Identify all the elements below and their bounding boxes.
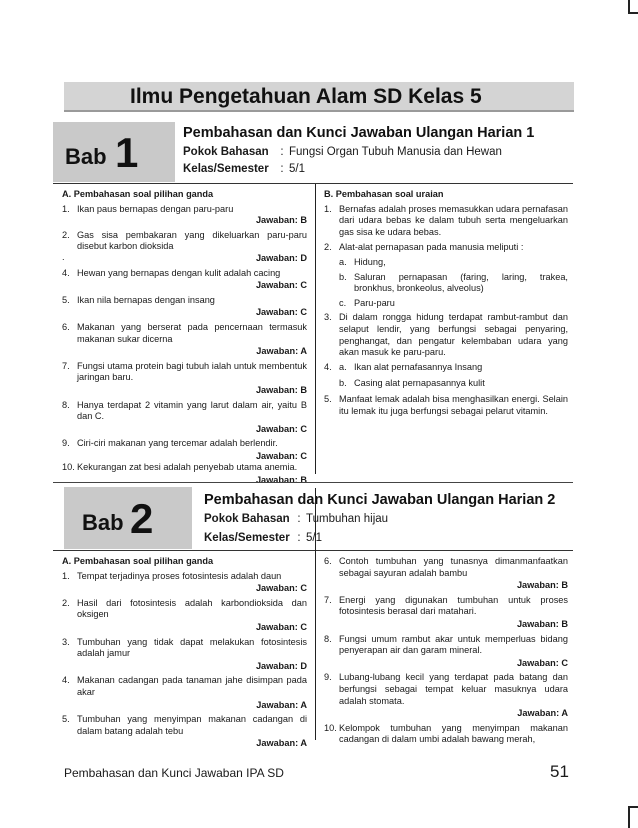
pokok-sep: : (280, 146, 284, 158)
sub-item (339, 298, 568, 310)
answer-key: Jawaban: C (255, 307, 307, 318)
bab-1-box (53, 122, 175, 182)
sub-text: Paru-paru (354, 297, 395, 308)
bab-2-heading: Pembahasan dan Kunci Jawaban Ulangan Harian 2 (204, 492, 556, 508)
answer-key: Jawaban: A (256, 699, 307, 710)
list-item (62, 400, 307, 423)
list-item (324, 595, 568, 618)
bab-1-word: Bab (65, 144, 107, 169)
answer-key: Jawaban: C (516, 657, 568, 668)
item-text: Manfaat lemak adalah bisa menghasilkan energi. Selain itu lemak itu juga berfungsi sebagai pelarut vitamin. (339, 393, 568, 416)
kelas-sep: : (280, 163, 284, 175)
essay-item-1 (324, 204, 568, 239)
item-number: 1. (62, 203, 70, 214)
item-number: 5. (62, 714, 70, 725)
answer-key: Jawaban: C (255, 450, 307, 461)
sub-letter: c. (339, 297, 347, 308)
item-text: Bernafas adalah proses memasukkan udara pernafasan dari udara bebas ke dalam tubuh serta mengeluarkan gas sisa ke udara bebas. (339, 203, 568, 237)
page-title-bar (64, 82, 574, 112)
item-number: 1. (62, 570, 70, 581)
bab-2-column-divider (315, 488, 316, 740)
list-item (62, 598, 307, 621)
answer-key: Jawaban: D (255, 252, 307, 263)
item-text: Tumbuhan yang tidak dapat melakukan fotosintesis adalah jamur (77, 636, 307, 659)
page-number: 51 (550, 762, 569, 781)
pokok-value: Tumbuhan hijau (306, 513, 389, 525)
section-a-heading: A. Pembahasan soal pilihan ganda (62, 189, 214, 199)
answer-key: Jawaban: A (517, 708, 568, 719)
sub-item (339, 257, 568, 269)
list-item (62, 637, 307, 660)
bab-1-rule (53, 183, 573, 184)
item-number: 2. (62, 597, 70, 608)
sub-item (339, 272, 568, 295)
list-item (324, 672, 568, 707)
answer-key: Jawaban: A (256, 346, 307, 357)
item-text: Fungsi utama protein bagi tubuh ialah untuk membentuk jaringan baru. (77, 360, 307, 383)
answer-row (62, 253, 307, 265)
item-text: Kelompok tumbuhan yang menyimpan makanan cadangan di dalam umbi adalah bawang merah, (339, 722, 568, 745)
bab-1-column-divider (315, 184, 316, 474)
sub-letter: a. (339, 361, 347, 372)
stray-dot: . (62, 251, 65, 262)
bab-2-rule (53, 550, 573, 551)
list-item (62, 322, 307, 345)
item-text: Hewan yang bernapas dengan kulit adalah cacing (77, 267, 281, 278)
essay-item-2 (324, 242, 568, 254)
list-item (62, 675, 307, 698)
item-number: 4. (62, 675, 70, 686)
bab-1-heading: Pembahasan dan Kunci Jawaban Ulangan Harian 1 (183, 125, 535, 141)
list-item (62, 268, 307, 280)
kelas-sep: : (297, 532, 301, 544)
list-item (324, 634, 568, 657)
sub-item (339, 378, 568, 390)
pokok-value: Fungsi Organ Tubuh Manusia dan Hewan (289, 146, 502, 158)
sub-text: Hidung, (354, 256, 386, 267)
sub-text: Ikan alat pernafasannya Insang (354, 361, 483, 372)
sub-letter: b. (339, 378, 347, 389)
bab-1-kelas (183, 163, 305, 175)
sub-text: Saluran pernapasan (faring, laring, trakea, bronkhus, bronkeolus, alveolus) (354, 271, 568, 294)
item-number: 8. (324, 633, 332, 644)
item-text: Alat-alat pernapasan pada manusia meliputi : (339, 242, 524, 253)
item-number: 6. (324, 556, 332, 566)
footer-book-title: Pembahasan dan Kunci Jawaban IPA SD (64, 766, 284, 780)
item-text: Contoh tumbuhan yang tunasnya dimanmanfaatkan sebagai sayuran adalah bambu (339, 556, 568, 578)
bab-1-pokok (183, 146, 502, 158)
item-number: 5. (324, 393, 332, 404)
item-number: 3. (62, 636, 70, 647)
list-item (324, 723, 568, 746)
sub-letter: b. (339, 271, 347, 282)
essay-4-body (339, 362, 568, 390)
item-number: 7. (62, 360, 70, 371)
answer-key: Jawaban: B (255, 384, 307, 395)
essay-2-sublist (324, 257, 568, 309)
item-number: 1. (324, 203, 332, 214)
bab-2-pokok (204, 513, 388, 525)
item-number: 8. (62, 399, 70, 410)
item-text: Kekurangan zat besi adalah penyebab utama anemia. (77, 462, 298, 473)
answer-key: Jawaban: B (255, 475, 307, 486)
item-text: Energi yang digunakan tumbuhan untuk proses fotosintesis berasal dari matahari. (339, 594, 568, 617)
bab-2-word: Bab (82, 510, 124, 535)
list-item (62, 204, 307, 216)
bab-2-box (64, 487, 192, 549)
item-text: Ciri-ciri makanan yang tercemar adalah berlendir. (77, 438, 278, 449)
section-b-heading: B. Pembahasan soal uraian (324, 189, 444, 199)
item-number: 6. (62, 321, 70, 332)
essay-item-4 (324, 362, 568, 390)
item-text: Tempat terjadinya proses fotosintesis adalah daun (77, 570, 282, 581)
item-number: 3. (324, 312, 332, 323)
list-item (62, 295, 307, 307)
answer-key: Jawaban: C (255, 621, 307, 632)
sub-text: Casing alat pernapasannya kulit (354, 378, 485, 389)
bab-2-left-column (62, 556, 307, 750)
answer-key: Jawaban: A (256, 738, 307, 749)
section-a-heading: A. Pembahasan soal pilihan ganda (62, 556, 214, 566)
bab-2-kelas (204, 532, 322, 544)
pokok-label: Pokok Bahasan (183, 146, 269, 158)
list-item (62, 361, 307, 384)
crop-mark-top-right-h (628, 12, 638, 14)
kelas-value: 5/1 (289, 163, 305, 175)
answer-key: Jawaban: C (255, 423, 307, 434)
list-item (62, 714, 307, 737)
item-number: 9. (62, 438, 70, 449)
bab-2-number: 2 (130, 495, 154, 542)
bab-1-number: 1 (115, 129, 139, 176)
list-item (62, 230, 307, 253)
essay-item-5 (324, 394, 568, 417)
item-text: Tumbuhan yang menyimpan makanan cadangan di dalam batang adalah tebu (77, 714, 307, 736)
item-number: 4. (62, 267, 70, 278)
bab-2-top-rule (53, 482, 573, 483)
kelas-value: 5/1 (306, 532, 322, 544)
bab-1-left-column (62, 189, 307, 490)
answer-key: Jawaban: B (516, 618, 568, 629)
page-title: Ilmu Pengetahuan Alam SD Kelas 5 (130, 85, 482, 108)
sub-letter: a. (339, 256, 347, 267)
bab-2-right-column (324, 556, 568, 749)
item-text: Lubang-lubang kecil yang terdapat pada batang dan berfungsi sebagai tempat keluar masuknya udara adalah stomata. (339, 672, 568, 706)
answer-key: Jawaban: D (255, 660, 307, 671)
list-item (62, 571, 307, 583)
item-text: Fungsi umum rambut akar untuk memperluas bidang penyerapan air dan garam mineral. (339, 633, 568, 656)
pokok-sep: : (297, 513, 301, 525)
item-text: Ikan nila bernapas dengan insang (77, 294, 215, 305)
item-text: Makanan cadangan pada tanaman jahe disimpan pada akar (77, 675, 307, 697)
item-number: 7. (324, 594, 332, 605)
bab-1-right-column (324, 189, 568, 420)
crop-mark-bottom-right-v (628, 806, 630, 828)
item-text: Hasil dari fotosintesis adalah karbondioksida dan oksigen (77, 597, 307, 620)
item-text: Gas sisa pembakaran yang dikeluarkan paru-paru disebut karbon dioksida (77, 229, 307, 252)
answer-key: Jawaban: C (255, 280, 307, 291)
kelas-label: Kelas/Semester (183, 163, 269, 175)
answer-key: Jawaban: B (516, 580, 568, 591)
item-text: Di dalam rongga hidung terdapat rambut-rambut dan selaput lendir, yang berfungsi sebagai penyaring, penghangat, dan pengatur kelembaban udara yang akan masuk ke paru-paru. (339, 312, 568, 358)
item-number: 2. (62, 229, 70, 240)
item-text: Makanan yang berserat pada pencernaan termasuk makanan sukar dicerna (77, 321, 307, 344)
pokok-label: Pokok Bahasan (204, 513, 290, 525)
list-item (324, 556, 568, 579)
kelas-label: Kelas/Semester (204, 532, 290, 544)
essay-item-3 (324, 312, 568, 358)
sub-item (339, 362, 568, 374)
item-text: Hanya terdapat 2 vitamin yang larut dalam air, yaitu B dan C. (77, 399, 307, 422)
item-number: 10. (62, 462, 75, 473)
answer-key: Jawaban: B (255, 215, 307, 226)
item-text: Ikan paus bernapas dengan paru-paru (77, 203, 234, 214)
item-number: 10. (324, 722, 337, 733)
answer-key: Jawaban: C (255, 583, 307, 594)
list-item (62, 438, 307, 450)
item-number: 2. (324, 242, 332, 253)
item-number: 4. (324, 361, 332, 372)
item-number: 5. (62, 294, 70, 305)
list-item (62, 462, 307, 474)
item-number: 9. (324, 672, 332, 683)
